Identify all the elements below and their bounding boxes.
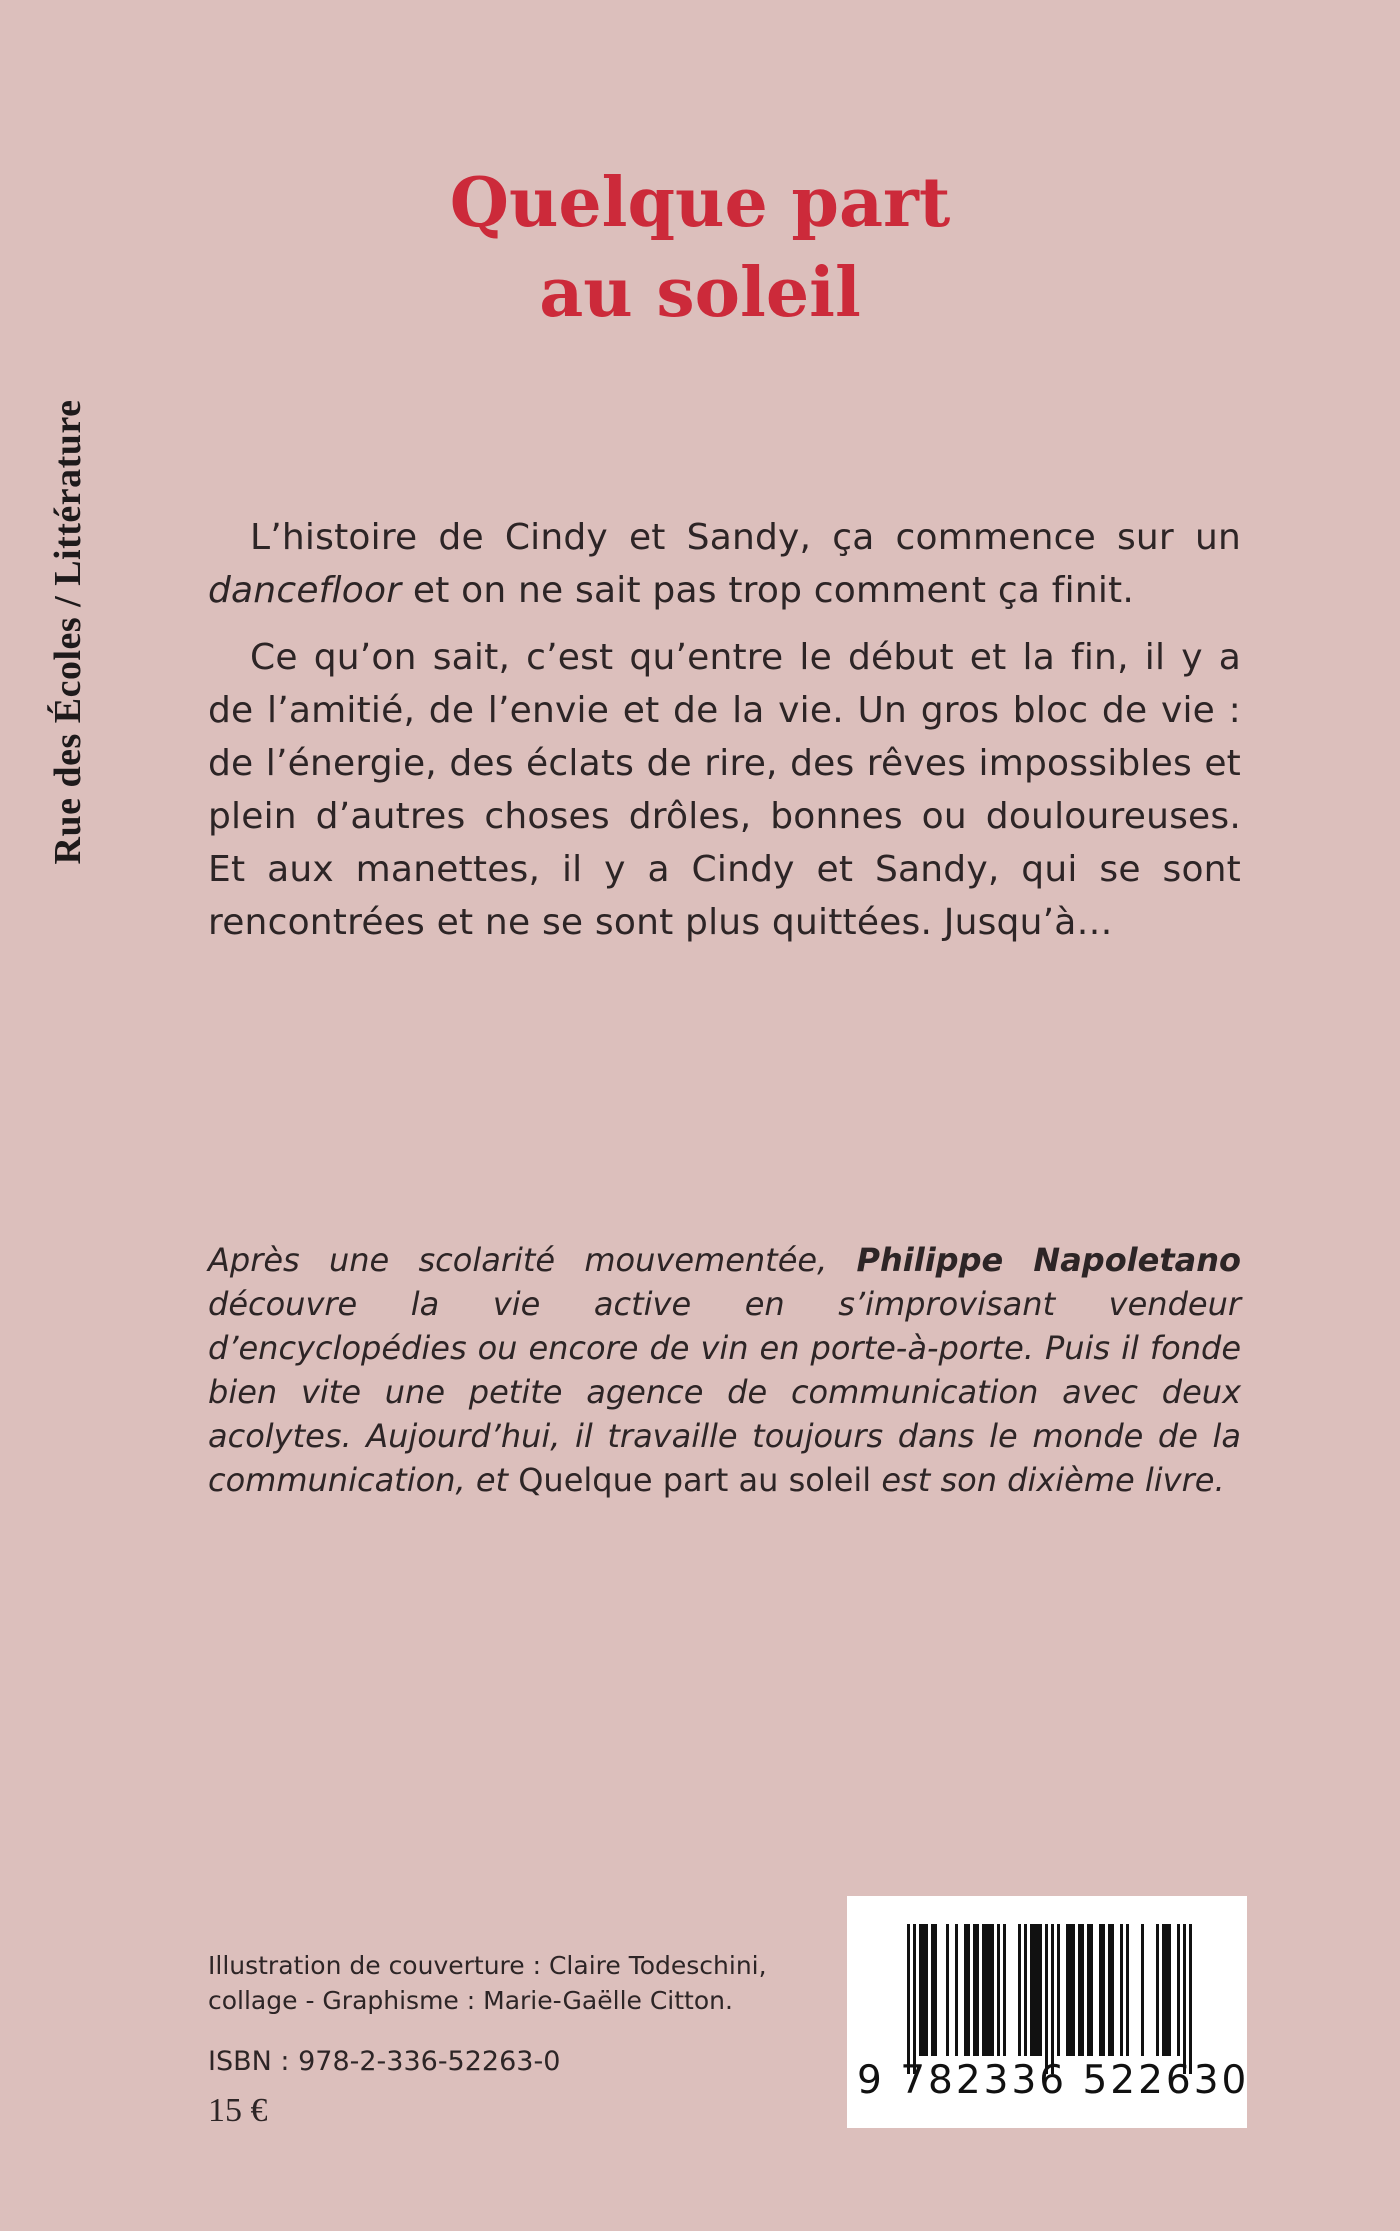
summary-p1-italic: dancefloor bbox=[208, 570, 402, 611]
barcode-bar bbox=[1078, 1924, 1081, 2056]
isbn-number: ISBN : 978-2-336-52263-0 bbox=[208, 2046, 561, 2077]
barcode-bar bbox=[976, 1924, 979, 2056]
barcode-bar bbox=[1099, 1924, 1102, 2056]
series-name: Rue des Écoles / Littérature bbox=[47, 399, 89, 865]
author-bio-paragraph bbox=[208, 1238, 1241, 1502]
barcode-bar bbox=[1165, 1924, 1168, 2056]
barcode-bar bbox=[1162, 1924, 1165, 2056]
barcode-bar bbox=[982, 1924, 985, 2056]
price-label: 15 € bbox=[208, 2092, 268, 2129]
bio-middle: découvre la vie active en s’improvisant vendeur d’encyclopédies ou encore de vin en porte-à-porte. Puis il fonde bien vite une petite agence de communication avec deux acolytes. Aujourd’hui, il travaille toujours dans le monde de la communication, et bbox=[208, 1285, 1241, 1499]
bio-book-title: Quelque part au soleil bbox=[518, 1461, 872, 1499]
barcode-bar bbox=[988, 1924, 991, 2056]
book-title bbox=[300, 158, 1100, 338]
cover-credits bbox=[208, 1948, 768, 2018]
barcode-bar bbox=[1090, 1924, 1093, 2056]
barcode-bar bbox=[925, 1924, 928, 2056]
barcode-bar bbox=[1036, 1924, 1039, 2056]
summary-paragraph-1 bbox=[208, 511, 1241, 617]
barcode-bar bbox=[991, 1924, 994, 2056]
barcode-guard-bar bbox=[913, 1924, 916, 2074]
barcode-guard-bar bbox=[907, 1924, 910, 2074]
barcode-guard-bar bbox=[1183, 1924, 1186, 2074]
barcode-bar bbox=[1156, 1924, 1159, 2056]
barcode-bar bbox=[1120, 1924, 1123, 2056]
summary-paragraph-2: Ce qu’on sait, c’est qu’entre le début et la fin, il y a de l’amitié, de l’envie et de la vie. Un gros bloc de vie : de l’énergie, des éclats de rire, des rêves impossibles et plein d’autres choses drôles, bonnes ou douloureuses. Et aux manettes, il y a Cindy et Sandy, qui se sont rencontrées et ne se sont plus quittées. Jusqu’à… bbox=[208, 637, 1241, 943]
barcode-bar bbox=[1069, 1924, 1072, 2056]
bio-lead: Après une scolarité mouvementée, bbox=[208, 1241, 857, 1279]
barcode-bar bbox=[1072, 1924, 1075, 2056]
barcode-guard-bar bbox=[1189, 1924, 1192, 2074]
barcode-bar bbox=[919, 1924, 922, 2056]
barcode-bar bbox=[1141, 1924, 1144, 2056]
barcode-guard-bar bbox=[1051, 1924, 1054, 2074]
barcode-bar bbox=[1018, 1924, 1021, 2056]
barcode-bar bbox=[1039, 1924, 1042, 2056]
barcode-bar bbox=[1024, 1924, 1027, 2056]
barcode-bar bbox=[985, 1924, 988, 2056]
barcode-bar bbox=[931, 1924, 934, 2056]
barcode-bar bbox=[1081, 1924, 1084, 2056]
barcode-bar bbox=[964, 1924, 967, 2056]
book-title-line-2: au soleil bbox=[539, 253, 861, 333]
barcode-bar bbox=[922, 1924, 925, 2056]
barcode-bar bbox=[973, 1924, 976, 2056]
barcode-bar bbox=[1108, 1924, 1111, 2056]
barcode-bar bbox=[1177, 1924, 1180, 2056]
barcode-bar bbox=[1087, 1924, 1090, 2056]
barcode-digits: 9 782336 522630 bbox=[857, 2058, 1250, 2103]
credits-line-1: Illustration de couverture : Claire Todeschini, bbox=[208, 1951, 767, 1980]
barcode-bar bbox=[1057, 1924, 1060, 2056]
barcode-bar bbox=[934, 1924, 937, 2056]
author-bio bbox=[208, 1238, 1241, 1502]
barcode-bar bbox=[997, 1924, 1000, 2056]
barcode-bar bbox=[1168, 1924, 1171, 2056]
barcode-bar bbox=[1003, 1924, 1006, 2056]
book-summary bbox=[208, 511, 1241, 963]
barcode-bar bbox=[1126, 1924, 1129, 2056]
barcode-bar bbox=[967, 1924, 970, 2056]
book-title-line-1: Quelque part bbox=[449, 163, 951, 243]
barcode-bar bbox=[955, 1924, 958, 2056]
barcode-bar bbox=[1030, 1924, 1033, 2056]
author-name: Philippe Napoletano bbox=[856, 1241, 1242, 1279]
summary-p1-start: L’histoire de Cindy et Sandy, ça commence sur un bbox=[250, 517, 1241, 558]
barcode-bar bbox=[1102, 1924, 1105, 2056]
barcode-bar bbox=[1066, 1924, 1069, 2056]
barcode-bar bbox=[946, 1924, 949, 2056]
credits-line-2: collage - Graphisme : Marie-Gaëlle Citton. bbox=[208, 1986, 733, 2015]
summary-p1-end: et on ne sait pas trop comment ça finit. bbox=[401, 570, 1135, 611]
barcode-guard-bar bbox=[1045, 1924, 1048, 2074]
bio-end: est son dixième livre. bbox=[871, 1461, 1225, 1499]
barcode bbox=[847, 1896, 1250, 2128]
barcode-bar bbox=[1033, 1924, 1036, 2056]
barcode-bar bbox=[1111, 1924, 1114, 2056]
